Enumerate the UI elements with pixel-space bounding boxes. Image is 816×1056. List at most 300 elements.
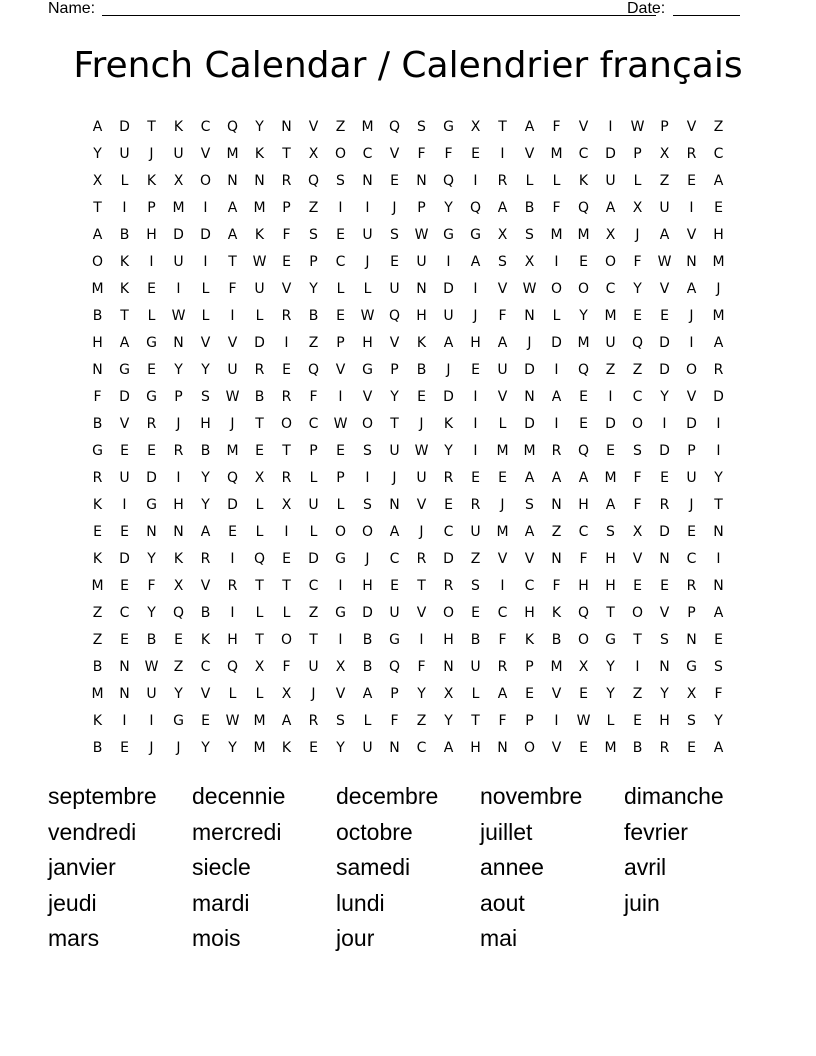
grid-letter: A: [578, 469, 589, 486]
grid-letter: L: [471, 685, 480, 702]
grid-letter: W: [171, 307, 186, 324]
grid-letter: D: [308, 550, 319, 567]
grid-letter: D: [443, 280, 454, 297]
grid-letter: J: [230, 415, 235, 432]
grid-letter: M: [712, 253, 725, 270]
name-blank-line: [102, 15, 656, 16]
grid-letter: D: [605, 145, 616, 162]
grid-letter: E: [336, 226, 345, 243]
grid-letter: R: [443, 577, 454, 594]
grid-letter: W: [657, 253, 672, 270]
grid-letter: E: [687, 172, 696, 189]
grid-letter: U: [119, 145, 130, 162]
grid-letter: V: [497, 550, 508, 567]
grid-letter: L: [255, 496, 264, 513]
grid-letter: F: [579, 550, 588, 567]
word-list-item: jeudi: [48, 889, 97, 916]
grid-letter: M: [550, 145, 563, 162]
grid-letter: V: [200, 145, 211, 162]
grid-letter: A: [551, 469, 562, 486]
grid-letter: F: [390, 712, 399, 729]
grid-letter: R: [281, 388, 292, 405]
grid-letter: M: [91, 577, 104, 594]
grid-letter: V: [524, 145, 535, 162]
grid-letter: U: [362, 739, 373, 756]
page-title: French Calendar / Calendrier français: [73, 45, 743, 86]
grid-letter: G: [146, 388, 157, 405]
word-list-item: jour: [336, 925, 375, 951]
grid-letter: N: [119, 685, 130, 702]
grid-letter: Y: [147, 604, 156, 621]
grid-letter: D: [254, 334, 265, 351]
grid-letter: I: [554, 253, 559, 270]
grid-letter: G: [686, 658, 697, 675]
grid-letter: X: [281, 496, 292, 513]
grid-letter: J: [689, 496, 694, 513]
grid-letter: E: [120, 523, 129, 540]
grid-letter: N: [659, 550, 670, 567]
grid-letter: I: [230, 550, 235, 567]
word-list-item: mai: [480, 925, 518, 951]
grid-letter: X: [254, 469, 265, 486]
grid-letter: M: [91, 685, 104, 702]
grid-letter: N: [524, 307, 535, 324]
grid-letter: H: [470, 739, 481, 756]
grid-letter: A: [524, 523, 535, 540]
worksheet-header: [48, 0, 740, 20]
grid-letter: D: [443, 388, 454, 405]
grid-letter: E: [228, 523, 237, 540]
word-search-grid: [84, 113, 732, 761]
grid-letter: F: [147, 577, 156, 594]
grid-letter: P: [309, 253, 318, 270]
grid-letter: I: [176, 469, 181, 486]
grid-letter: E: [282, 550, 291, 567]
grid-letter: E: [444, 496, 453, 513]
grid-letter: Y: [417, 685, 426, 702]
grid-letter: N: [497, 739, 508, 756]
grid-letter: L: [363, 280, 372, 297]
grid-letter: O: [631, 415, 644, 432]
grid-letter: D: [686, 415, 697, 432]
grid-letter: O: [280, 631, 293, 648]
grid-letter: H: [578, 496, 589, 513]
grid-letter: W: [576, 712, 591, 729]
grid-letter: O: [523, 739, 536, 756]
grid-letter: K: [119, 280, 130, 297]
grid-letter: L: [201, 280, 210, 297]
grid-letter: Y: [228, 739, 237, 756]
grid-letter: J: [419, 415, 424, 432]
grid-letter: T: [255, 415, 264, 432]
grid-letter: C: [389, 550, 400, 567]
grid-letter: X: [659, 145, 670, 162]
grid-letter: R: [443, 469, 454, 486]
grid-letter: Q: [388, 658, 401, 675]
grid-letter: M: [550, 226, 563, 243]
grid-letter: I: [284, 334, 289, 351]
grid-letter: H: [524, 604, 535, 621]
grid-letter: W: [252, 253, 267, 270]
grid-letter: B: [308, 307, 319, 324]
grid-letter: X: [281, 685, 292, 702]
grid-letter: X: [524, 253, 535, 270]
grid-letter: A: [713, 172, 724, 189]
grid-letter: K: [254, 226, 265, 243]
grid-letter: M: [253, 739, 266, 756]
grid-letter: A: [524, 118, 535, 135]
grid-letter: I: [689, 199, 694, 216]
grid-letter: N: [551, 496, 562, 513]
grid-letter: G: [173, 712, 184, 729]
grid-letter: W: [225, 712, 240, 729]
grid-letter: J: [176, 739, 181, 756]
grid-letter: T: [228, 253, 237, 270]
grid-letter: T: [498, 118, 507, 135]
grid-letter: E: [471, 145, 480, 162]
grid-letter: F: [228, 280, 237, 297]
grid-letter: Y: [633, 280, 642, 297]
grid-letter: I: [635, 658, 640, 675]
grid-letter: E: [633, 307, 642, 324]
grid-letter: A: [713, 739, 724, 756]
grid-letter: G: [605, 631, 616, 648]
grid-letter: X: [335, 658, 346, 675]
grid-letter: L: [363, 712, 372, 729]
grid-letter: X: [173, 577, 184, 594]
grid-letter: X: [470, 118, 481, 135]
grid-letter: V: [389, 334, 400, 351]
grid-letter: S: [201, 388, 210, 405]
grid-letter: U: [389, 442, 400, 459]
grid-letter: W: [144, 658, 159, 675]
grid-letter: J: [149, 145, 154, 162]
grid-letter: C: [578, 523, 589, 540]
grid-letter: R: [281, 307, 292, 324]
grid-letter: J: [716, 280, 721, 297]
grid-letter: Q: [631, 334, 644, 351]
grid-letter: Y: [606, 658, 615, 675]
grid-letter: U: [605, 334, 616, 351]
grid-letter: Y: [147, 550, 156, 567]
grid-letter: K: [173, 550, 184, 567]
grid-letter: U: [416, 469, 427, 486]
grid-letter: Y: [579, 307, 588, 324]
grid-letter: F: [633, 496, 642, 513]
grid-letter: N: [713, 577, 724, 594]
grid-letter: S: [471, 577, 480, 594]
word-list-item: samedi: [336, 854, 411, 880]
grid-letter: C: [524, 577, 535, 594]
date-blank-line: [673, 15, 740, 16]
grid-letter: E: [633, 712, 642, 729]
grid-letter: Y: [174, 361, 183, 378]
grid-letter: E: [606, 442, 615, 459]
grid-letter: P: [390, 685, 399, 702]
grid-letter: D: [173, 226, 184, 243]
grid-letter: I: [608, 388, 613, 405]
word-list-item: mercredi: [192, 818, 282, 845]
word-list-item: fevrier: [624, 818, 688, 845]
grid-letter: M: [604, 307, 617, 324]
grid-letter: M: [226, 442, 239, 459]
grid-letter: X: [605, 226, 616, 243]
grid-letter: H: [713, 226, 724, 243]
grid-letter: E: [417, 388, 426, 405]
grid-letter: G: [335, 604, 346, 621]
date-label: Date:: [627, 0, 666, 17]
grid-letter: L: [255, 685, 264, 702]
grid-letter: F: [498, 712, 507, 729]
grid-letter: E: [471, 604, 480, 621]
grid-letter: P: [633, 145, 642, 162]
grid-letter: X: [308, 145, 319, 162]
grid-letter: Q: [577, 199, 590, 216]
grid-letter: S: [525, 226, 534, 243]
word-list-item: aout: [480, 889, 525, 916]
grid-letter: R: [146, 415, 157, 432]
grid-letter: E: [687, 523, 696, 540]
grid-letter: A: [686, 280, 697, 297]
grid-letter: B: [254, 388, 265, 405]
grid-letter: A: [92, 226, 103, 243]
grid-letter: C: [497, 604, 508, 621]
grid-letter: B: [200, 442, 211, 459]
grid-letter: V: [497, 280, 508, 297]
grid-letter: R: [173, 442, 184, 459]
grid-letter: O: [604, 253, 617, 270]
grid-letter: I: [473, 415, 478, 432]
grid-letter: N: [92, 361, 103, 378]
grid-letter: A: [605, 496, 616, 513]
grid-letter: L: [309, 469, 318, 486]
grid-letter: H: [416, 307, 427, 324]
grid-letter: K: [551, 604, 562, 621]
grid-letter: V: [389, 145, 400, 162]
grid-letter: E: [201, 712, 210, 729]
grid-letter: Z: [92, 631, 103, 648]
grid-letter: B: [470, 631, 481, 648]
grid-letter: N: [227, 172, 238, 189]
grid-letter: R: [227, 577, 238, 594]
grid-letter: J: [446, 361, 451, 378]
grid-letter: T: [417, 577, 426, 594]
grid-letter: A: [389, 523, 400, 540]
grid-letter: T: [606, 604, 615, 621]
grid-letter: R: [497, 172, 508, 189]
grid-letter: A: [470, 253, 481, 270]
grid-letter: N: [551, 550, 562, 567]
grid-letter: P: [336, 469, 345, 486]
grid-letter: T: [714, 496, 723, 513]
grid-letter: H: [605, 550, 616, 567]
grid-letter: Y: [606, 685, 615, 702]
grid-letter: V: [335, 685, 346, 702]
grid-letter: K: [173, 118, 184, 135]
grid-letter: O: [577, 280, 590, 297]
grid-letter: S: [660, 631, 669, 648]
grid-letter: P: [687, 604, 696, 621]
grid-letter: Q: [253, 550, 266, 567]
grid-letter: D: [443, 550, 454, 567]
grid-letter: A: [659, 226, 670, 243]
grid-letter: O: [685, 361, 698, 378]
grid-letter: L: [498, 415, 507, 432]
grid-letter: B: [92, 658, 103, 675]
grid-letter: N: [146, 523, 157, 540]
grid-letter: F: [498, 631, 507, 648]
grid-letter: M: [577, 226, 590, 243]
grid-letter: H: [200, 415, 211, 432]
grid-letter: R: [659, 739, 670, 756]
grid-letter: I: [554, 415, 559, 432]
word-list-item: juin: [624, 889, 660, 916]
grid-letter: C: [200, 118, 211, 135]
grid-letter: I: [365, 199, 370, 216]
grid-letter: I: [284, 523, 289, 540]
grid-letter: I: [122, 496, 127, 513]
grid-letter: F: [309, 388, 318, 405]
grid-letter: C: [362, 145, 373, 162]
grid-letter: B: [524, 199, 535, 216]
grid-letter: P: [525, 712, 534, 729]
grid-letter: I: [149, 712, 154, 729]
grid-letter: D: [659, 334, 670, 351]
grid-letter: X: [632, 199, 643, 216]
grid-letter: J: [473, 307, 478, 324]
grid-letter: X: [578, 658, 589, 675]
grid-letter: V: [308, 118, 319, 135]
grid-letter: N: [416, 172, 427, 189]
grid-letter: O: [280, 415, 293, 432]
grid-letter: H: [578, 577, 589, 594]
word-list-item: siecle: [192, 854, 251, 880]
grid-letter: R: [200, 550, 211, 567]
grid-letter: L: [282, 604, 291, 621]
grid-letter: N: [713, 523, 724, 540]
grid-letter: S: [363, 496, 372, 513]
grid-letter: L: [228, 685, 237, 702]
grid-letter: A: [119, 334, 130, 351]
word-list-item: decembre: [336, 783, 439, 809]
grid-letter: J: [500, 496, 505, 513]
grid-letter: V: [578, 118, 589, 135]
grid-letter: Z: [173, 658, 184, 675]
grid-letter: E: [471, 469, 480, 486]
grid-letter: H: [443, 631, 454, 648]
grid-letter: N: [686, 253, 697, 270]
grid-letter: B: [362, 658, 373, 675]
grid-letter: D: [524, 415, 535, 432]
grid-letter: G: [470, 226, 481, 243]
grid-letter: E: [255, 442, 264, 459]
grid-letter: S: [498, 253, 507, 270]
grid-letter: C: [443, 523, 454, 540]
grid-letter: P: [174, 388, 183, 405]
grid-letter: I: [554, 361, 559, 378]
grid-letter: M: [604, 469, 617, 486]
grid-letter: T: [390, 415, 399, 432]
grid-letter: J: [689, 307, 694, 324]
grid-letter: A: [92, 118, 103, 135]
grid-letter: H: [173, 496, 184, 513]
grid-letter: I: [500, 145, 505, 162]
grid-letter: V: [416, 496, 427, 513]
grid-letter: I: [338, 388, 343, 405]
grid-letter: V: [686, 388, 697, 405]
grid-letter: O: [334, 523, 347, 540]
grid-letter: D: [659, 361, 670, 378]
grid-letter: T: [282, 442, 291, 459]
grid-letter: P: [147, 199, 156, 216]
grid-letter: U: [605, 172, 616, 189]
grid-letter: V: [335, 361, 346, 378]
grid-letter: G: [362, 361, 373, 378]
grid-letter: A: [281, 712, 292, 729]
grid-letter: M: [361, 118, 374, 135]
grid-letter: D: [551, 334, 562, 351]
grid-letter: M: [496, 442, 509, 459]
grid-letter: I: [662, 415, 667, 432]
grid-letter: S: [336, 172, 345, 189]
grid-letter: D: [227, 496, 238, 513]
grid-letter: Z: [632, 361, 643, 378]
grid-letter: G: [443, 118, 454, 135]
grid-letter: E: [660, 307, 669, 324]
grid-letter: I: [338, 577, 343, 594]
grid-letter: E: [174, 631, 183, 648]
grid-letter: I: [203, 199, 208, 216]
grid-letter: G: [443, 226, 454, 243]
grid-letter: I: [230, 604, 235, 621]
grid-letter: D: [659, 442, 670, 459]
grid-letter: E: [633, 577, 642, 594]
grid-letter: U: [389, 604, 400, 621]
grid-letter: L: [336, 496, 345, 513]
grid-letter: A: [227, 226, 238, 243]
grid-letter: F: [282, 658, 291, 675]
word-list-item: septembre: [48, 783, 157, 809]
grid-letter: V: [119, 415, 130, 432]
grid-letter: T: [93, 199, 102, 216]
grid-letter: Q: [388, 118, 401, 135]
grid-letter: H: [92, 334, 103, 351]
grid-letter: S: [363, 442, 372, 459]
grid-letter: Y: [444, 199, 453, 216]
grid-letter: G: [92, 442, 103, 459]
grid-letter: H: [362, 334, 373, 351]
grid-letter: U: [443, 307, 454, 324]
grid-letter: M: [577, 334, 590, 351]
grid-letter: R: [281, 172, 292, 189]
word-list-item: mois: [192, 925, 241, 951]
grid-letter: Y: [174, 685, 183, 702]
grid-letter: N: [524, 388, 535, 405]
grid-letter: O: [361, 415, 374, 432]
grid-letter: Q: [442, 172, 455, 189]
grid-letter: H: [146, 226, 157, 243]
grid-letter: L: [633, 172, 642, 189]
grid-letter: G: [119, 361, 130, 378]
grid-letter: K: [443, 415, 454, 432]
grid-letter: E: [282, 253, 291, 270]
word-list-item: annee: [480, 854, 544, 880]
grid-letter: F: [552, 199, 561, 216]
grid-letter: A: [227, 199, 238, 216]
grid-letter: D: [659, 523, 670, 540]
grid-letter: U: [227, 361, 238, 378]
grid-letter: W: [360, 307, 375, 324]
